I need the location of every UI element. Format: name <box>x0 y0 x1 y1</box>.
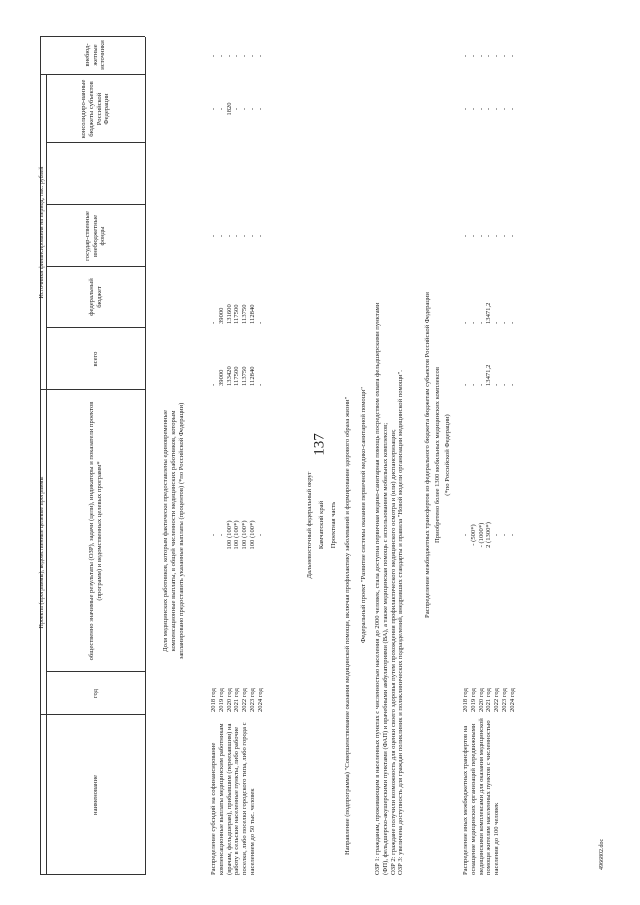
table-cell-indicator: 2 (1300*) <box>485 522 493 548</box>
table-cell-fonds: - <box>508 234 516 238</box>
block1-vneb <box>210 39 265 73</box>
table-cell-vneb: - <box>469 54 477 58</box>
table-cell-indicator: 100 (100*) <box>225 520 233 550</box>
table-cell-fonds: - <box>477 234 485 238</box>
table-cell-total: - <box>493 383 501 386</box>
fedproject-heading: Федеральный проект "Развитие системы оказания первичной медико-санитарной помощи" <box>360 387 367 643</box>
table-cell-konsol: - <box>493 107 501 111</box>
table-cell-federal: - <box>500 321 508 324</box>
document-footer: 4966802.doc <box>599 838 605 870</box>
table-cell-vneb: - <box>225 54 233 58</box>
table-cell-indicator: - <box>256 533 264 537</box>
table-cell-year: 2022 год <box>241 688 249 712</box>
table-cell-konsol: - <box>477 107 485 111</box>
header-projects-group: Проекты (программы), ведомственные целевые программы <box>39 476 46 629</box>
header-naimenovanie: наименование <box>91 775 99 815</box>
direction-heading: Направление (подпрограмма) "Совершенствование оказания медицинской помощи, включая профилактику заболеваний и формирование здорового образа жизни" <box>344 396 351 855</box>
table-cell-total: 113750 <box>241 366 249 386</box>
block1-total <box>210 330 265 386</box>
table-cell-vneb: - <box>462 54 469 58</box>
block2-konsol <box>462 79 517 139</box>
table-cell-total: 117500 <box>233 366 241 386</box>
block1-indicators <box>210 495 265 575</box>
col-divider-fonds <box>46 204 145 205</box>
table-cell-konsol: - <box>210 107 217 111</box>
ozr-line: ОЗР 3: увеличена доступность для граждан поликлиник и поликлинических подразделений, внедривших стандарты и правила "Новой модели организации медицинской помощи". <box>397 370 405 875</box>
table-cell-federal: 39000 <box>217 307 225 324</box>
okrug-heading: Дальневосточный федеральный округ <box>306 471 313 579</box>
table-cell-year: 2024 год <box>508 688 516 712</box>
table-cell-federal: - <box>508 321 516 324</box>
table-cell-indicator: 100 (100*) <box>241 520 249 550</box>
table-cell-fonds: - <box>485 234 493 238</box>
table-cell-federal: 117500 <box>233 304 241 324</box>
col-divider-vneb <box>40 74 145 75</box>
table-cell-konsol: - <box>217 107 225 111</box>
block2-name: Распределение иных межбюджетных трансфертов на оснащение медицинских организаций передвижными медицинскими комплексами для оказания медицинской помощи жителям населенных пунктов с численностью населения до 100 человек <box>462 718 501 875</box>
table-cell-federal: 13471,2 <box>485 302 493 324</box>
table-cell-total: - <box>477 383 485 386</box>
table-cell-total: - <box>210 383 217 386</box>
table-cell-fonds: - <box>256 234 264 238</box>
ozr-line: (ФП), фельдшерско-акушерскими пунктами (ФАП) и врачебными амбулаториями (ВА), а также медицинская помощь с использованием мобильных комплексов; <box>381 422 389 875</box>
table-cell-fonds: - <box>217 234 225 238</box>
table-cell-year: 2021 год <box>485 688 493 712</box>
table-cell-konsol: - <box>508 107 516 111</box>
table-cell-federal: - <box>477 321 485 324</box>
table-cell-indicator: - <box>508 533 516 537</box>
table-cell-vneb: - <box>241 54 249 58</box>
table-cell-konsol: - <box>469 107 477 111</box>
block1-federal <box>210 269 265 324</box>
header-bottom-border <box>145 37 146 875</box>
table-cell-fonds: - <box>225 234 233 238</box>
table-cell-fonds: - <box>493 234 501 238</box>
page-number: 137 <box>311 433 328 456</box>
table-cell-total: 13471,2 <box>485 364 493 386</box>
part-heading: Проектная часть <box>330 501 337 549</box>
table-cell-fonds: - <box>248 234 256 238</box>
table-cell-total: - <box>462 383 469 386</box>
table-cell-total: 112840 <box>248 366 256 386</box>
table-cell-konsol: - <box>241 107 249 111</box>
table-cell-konsol: - <box>500 107 508 111</box>
table-cell-year: 2018 год <box>210 688 217 712</box>
table-cell-federal: 112840 <box>248 304 256 324</box>
table-cell-federal: 113750 <box>241 304 249 324</box>
krai-heading: Камчатский край <box>318 500 325 550</box>
table-cell-year: 2022 год <box>493 688 501 712</box>
table-cell-konsol: - <box>462 107 469 111</box>
table-cell-konsol: 1820 <box>225 102 233 116</box>
block2-heading1: Распределение межбюджетных трансфертов из федерального бюджета бюджетам субъектов Российской Федерации <box>424 292 431 618</box>
block2-fonds <box>462 209 517 263</box>
block1-years <box>210 672 265 712</box>
table-cell-vneb: - <box>508 54 516 58</box>
table-cell-year: 2018 год <box>462 688 469 712</box>
table-cell-indicator: - <box>500 533 508 537</box>
table-cell-konsol: - <box>256 107 264 111</box>
ozr-line: ОЗР 1: гражданам, проживающим в населенных пунктах с численностью населения до 2000 человек, стала доступна первичная медико-санитарная помощь посредством охвата фельдшерскими пунктами <box>374 302 381 875</box>
table-cell-vneb: - <box>500 54 508 58</box>
block2-heading2: Приобретено более 1300 мобильных медицинских комплексов <box>434 367 441 543</box>
col-divider-federal <box>46 266 145 267</box>
table-cell-federal: - <box>493 321 501 324</box>
block1-indicator-text: Доля медицинских работников, которым фактически предоставлены единовременные компенсационные выплаты, в общей численности медицинских работников, которым запланировано предоставить указанные выплаты (процентов) (*по Российской Федерации) <box>162 402 185 660</box>
block1-name: Распределение субсидий на софинансирование компенсационные выплаты медицинским работникам (врачам, фельдшерам), прибывшим (переехавшим) на работу в сельские населенные пункты, либо рабочие поселки, либо поселки городского типа, либо города с населением до 50 тыс. человек <box>210 722 256 875</box>
table-cell-fonds: - <box>462 234 469 238</box>
table-cell-vneb: - <box>210 54 217 58</box>
block1-fonds <box>210 209 265 263</box>
table-cell-indicator: - (1000*) <box>477 522 485 548</box>
block1-konsol <box>210 79 265 139</box>
table-cell-indicator: - <box>210 533 217 537</box>
table-cell-indicator: - <box>462 533 469 537</box>
table-cell-year: 2019 год <box>217 688 225 712</box>
table-cell-federal: - <box>469 321 477 324</box>
table-cell-federal: - <box>462 321 469 324</box>
table-cell-vneb: - <box>248 54 256 58</box>
header-federal: федеральный бюджет <box>87 278 103 316</box>
table-cell-total: - <box>256 383 264 386</box>
table-cell-konsol: - <box>233 107 241 111</box>
col-divider-konsol <box>46 142 145 143</box>
table-cell-total: 39000 <box>217 369 225 386</box>
block2-total <box>462 330 517 386</box>
table-cell-vneb: - <box>233 54 241 58</box>
table-cell-vneb: - <box>493 54 501 58</box>
header-konsolid: консолидиро-ванные бюджеты субъектов Российской Федерации <box>79 79 111 139</box>
table-cell-vneb: - <box>485 54 493 58</box>
ozr-line: ОЗР 2: граждане получили возможность для оценки своего здоровья путем прохождения профилактического медицинского осмотра и (или) диспансеризации; <box>389 429 397 875</box>
table-cell-indicator: 100 (100*) <box>248 520 256 550</box>
table-cell-year: 2021 год <box>233 688 241 712</box>
block2-years <box>462 672 517 712</box>
table-cell-total: - <box>508 383 516 386</box>
table-cell-fonds: - <box>233 234 241 238</box>
rotated-table-page <box>40 35 600 875</box>
table-cell-fonds: - <box>469 234 477 238</box>
table-cell-year: 2023 год <box>500 688 508 712</box>
block2-federal <box>462 269 517 324</box>
table-cell-year: 2020 год <box>477 688 485 712</box>
header-sources-group: Источники финансирования на период, тыс. рублей <box>39 166 46 299</box>
header-indicators: общественно значимые результаты (ОЗР), задачи (цели), индикаторы и показатели проектов (программ) и ведомственных целевых программ* <box>87 401 103 661</box>
table-cell-year: 2019 год <box>469 688 477 712</box>
table-cell-indicator: 100 (100*) <box>233 520 241 550</box>
header-gosfondy: государ-ственные внебюджетные фонды <box>83 211 107 261</box>
header-god: год <box>91 689 99 699</box>
table-cell-federal: 131600 <box>225 304 233 324</box>
ozr-list <box>374 35 405 875</box>
table-cell-fonds: - <box>500 234 508 238</box>
table-cell-konsol: - <box>248 107 256 111</box>
block2-vneb <box>462 39 517 73</box>
table-cell-federal: - <box>210 321 217 324</box>
block2-indicators <box>462 495 517 575</box>
header-vsego: всего <box>91 351 99 367</box>
block2-heading3: (*по Российской Федерации) <box>444 414 451 496</box>
table-cell-total: - <box>500 383 508 386</box>
table-cell-indicator: - (500*) <box>469 524 477 546</box>
table-cell-vneb: - <box>477 54 485 58</box>
table-cell-year: 2024 год <box>256 688 264 712</box>
table-cell-federal: - <box>256 321 264 324</box>
table-cell-fonds: - <box>210 234 217 238</box>
header-vnebudzh: внебюд-жетные источники <box>83 40 107 70</box>
table-cell-konsol: - <box>485 107 493 111</box>
table-cell-indicator: - <box>493 533 501 537</box>
table-cell-indicator: - <box>217 533 225 537</box>
table-cell-total: 133420 <box>225 366 233 386</box>
table-cell-year: 2020 год <box>225 688 233 712</box>
table-cell-total: - <box>469 383 477 386</box>
table-cell-vneb: - <box>256 54 264 58</box>
table-cell-vneb: - <box>217 54 225 58</box>
table-cell-fonds: - <box>241 234 249 238</box>
table-cell-year: 2023 год <box>248 688 256 712</box>
